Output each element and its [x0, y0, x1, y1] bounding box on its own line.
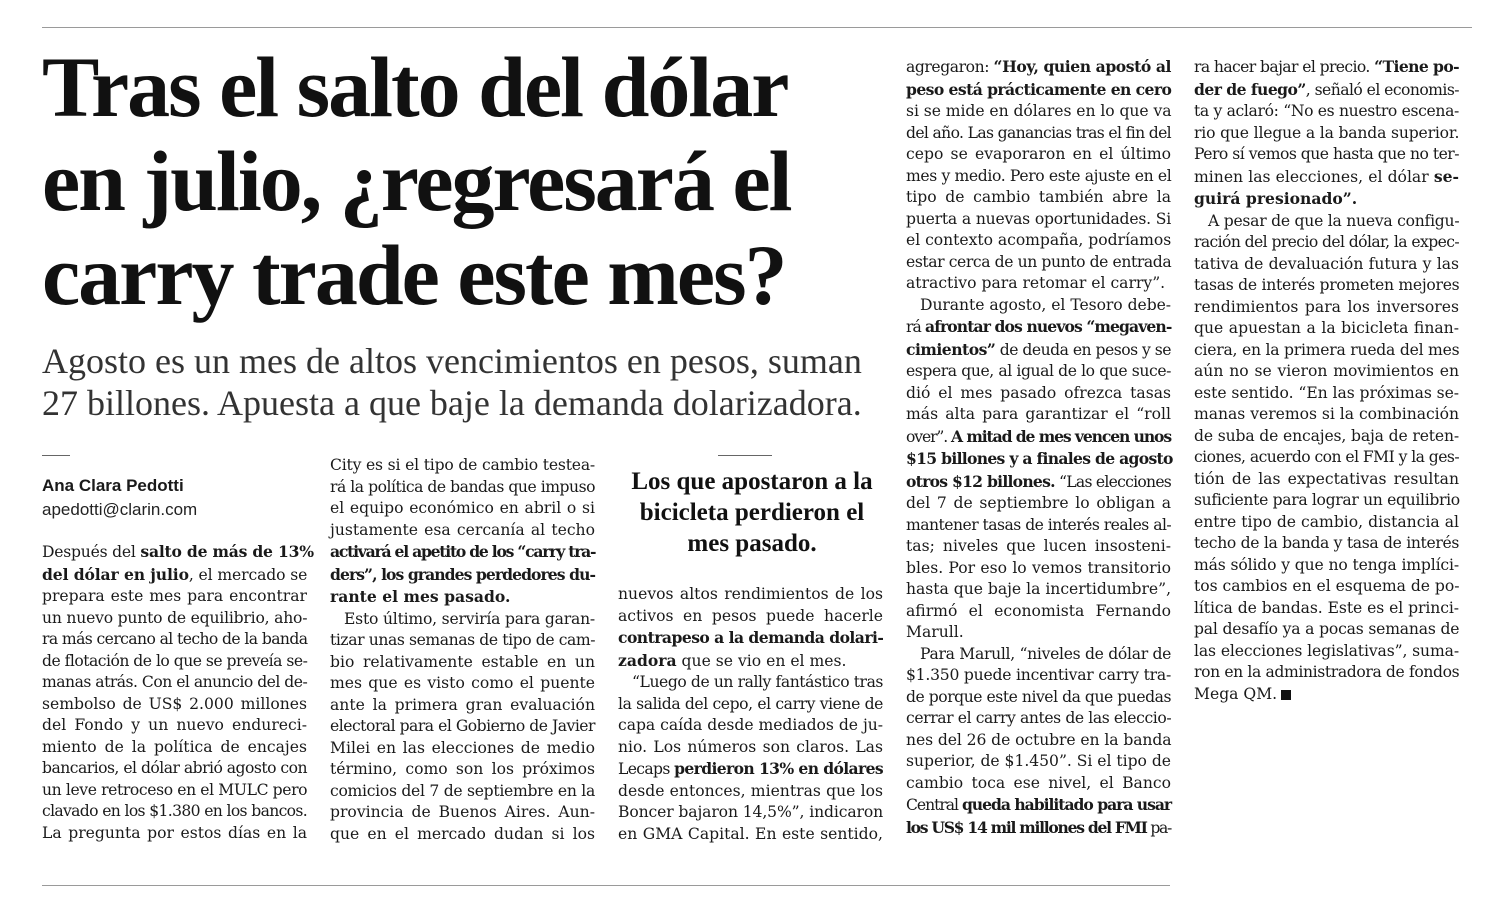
text-line: rá afrontar dos nuevos “megaven-	[906, 317, 1172, 336]
text-line: Marull.	[906, 623, 964, 641]
text-line: si se mide en dólares en lo que va	[906, 102, 1172, 120]
text-line: superior, de $1.450”. Si el tipo de	[906, 752, 1171, 770]
text-line: Lecaps perdieron 13% en dólares	[618, 759, 883, 778]
text-line: otros $12 billones. “Las elecciones	[906, 471, 1172, 491]
text-line: tipo de cambio también abre la	[906, 188, 1171, 206]
text-line: prepara este mes para encontrar	[42, 587, 307, 605]
text-line: el contexto acompaña, podríamos	[906, 231, 1172, 249]
text-line: hasta que baje la incertidumbre”,	[906, 580, 1171, 598]
text-line: cerrar el carry antes de las eleccio-	[906, 709, 1172, 727]
article-column-4	[906, 56, 1171, 839]
text-line: Después del salto de más de 13%	[42, 542, 314, 561]
text-line: ciones, acuerdo con el FMI y la ges-	[1194, 448, 1460, 466]
text-line: estar cerca de un punto de entrada	[906, 252, 1172, 271]
text-line: más alta para garantizar el “roll	[906, 405, 1171, 423]
text-line: La pregunta por estos días en la	[42, 823, 307, 842]
pull-quote-line: mes pasado.	[687, 530, 817, 557]
text-line: comicios del 7 de septiembre en la	[330, 781, 595, 800]
text-line: manas veremos si la combinación	[1194, 405, 1459, 423]
text-line: bles. Por eso lo vemos transitorio	[906, 558, 1171, 577]
text-line: justamente esa cercanía al techo	[330, 520, 595, 539]
text-line: del Fondo y un nuevo endureci-	[42, 716, 307, 734]
byline-rule	[42, 455, 70, 456]
text-line: aún no se vieron movimientos en	[1194, 362, 1459, 380]
text-line: cimientos” de deuda en pesos y se	[906, 339, 1171, 359]
text-line: bancarios, el dólar abrió agosto con	[42, 759, 307, 777]
text-line: del dólar en julio, el mercado se	[42, 564, 308, 584]
text-line: “Luego de un rally fantástico tras	[632, 673, 883, 691]
text-line: der de fuego”, señaló el economis-	[1194, 79, 1459, 99]
byline	[42, 474, 197, 522]
text-line: peso está prácticamente en cero	[906, 79, 1172, 99]
deck-line: Agosto es un mes de altos vencimientos en pesos, suman	[42, 341, 862, 381]
text-line: ante la primera gran evaluación	[330, 695, 595, 714]
text-line: espera que, al igual de lo que suce-	[906, 362, 1171, 380]
text-line: bio relativamente estable en un	[330, 652, 595, 671]
text-line: un leve retroceso en el MULC pero	[42, 780, 308, 799]
text-line: rendimientos para los inversores	[1194, 297, 1459, 316]
text-line: nio. Los números son claros. Las	[618, 737, 883, 756]
text-line: en GMA Capital. En este sentido,	[618, 824, 883, 843]
text-line: techo de la banda y tasa de interés	[1194, 534, 1459, 552]
text-line: del 7 de septiembre lo obligan a	[906, 494, 1171, 512]
text-line: guirá presionado”.	[1194, 189, 1358, 208]
text-line: provincia de Buenos Aires. Aun-	[330, 803, 595, 821]
bottom-rule	[42, 885, 1170, 886]
text-line: clavado en los $1.380 en los bancos.	[42, 802, 307, 820]
text-line: cambio toca ese nivel, el Banco	[906, 773, 1171, 792]
text-line: del año. Las ganancias tras el fin del	[906, 123, 1171, 142]
text-line: de suba de encajes, baja de reten-	[1194, 426, 1459, 445]
text-line: $1.350 puede incentivar carry tra-	[906, 666, 1171, 684]
text-line: afirmó el economista Fernando	[906, 601, 1171, 620]
pull-quote-line: bicicleta perdieron el	[639, 499, 865, 526]
text-line: A pesar de que la nueva configu-	[1208, 211, 1460, 230]
text-line: ciera, en la primera rueda del mes	[1194, 340, 1460, 359]
text-line: término, como son los próximos	[330, 760, 595, 778]
article-column-2	[330, 455, 595, 845]
text-line: mes que es visto como el puente	[330, 674, 595, 692]
text-line: entre tipo de cambio, distancia al	[1194, 512, 1459, 531]
text-line: dió el mes pasado ofrezca tasas	[906, 383, 1171, 402]
text-line: cepo se evaporaron en el último	[906, 145, 1171, 163]
text-line: rio que llegue a la banda superior.	[1194, 123, 1460, 142]
pull-quote	[618, 466, 886, 559]
text-line: ders”, los grandes perdedores du-	[330, 564, 595, 584]
text-line: los US$ 14 mil millones del FMI pa-	[906, 817, 1172, 837]
text-line: Pero sí vemos que hasta que no ter-	[1194, 145, 1459, 163]
text-line: Durante agosto, el Tesoro debe-	[920, 295, 1171, 314]
text-line: Central queda habilitado para usar	[906, 795, 1172, 814]
article-column-1	[42, 541, 314, 844]
text-line: tas; niveles que lucen insosteni-	[906, 537, 1171, 555]
text-line: tasas de interés prometen mejores	[1194, 276, 1460, 294]
text-line: Boncer bajaron 14,5%”, indicaron	[618, 803, 883, 821]
text-line: City es si el tipo de cambio testea-	[330, 456, 595, 474]
text-line: ración del precio del dólar, la expec-	[1194, 233, 1459, 251]
text-line: lítica de bandas. Este es el princi-	[1194, 598, 1459, 617]
text-line: minen las elecciones, el dólar se-	[1194, 166, 1459, 186]
top-rule	[42, 27, 1472, 28]
end-of-article-mark	[1281, 690, 1291, 700]
text-line: más sólido y que no tenga implíci-	[1194, 555, 1459, 574]
text-line: tión de las expectativas resultan	[1194, 469, 1459, 488]
text-line: este sentido. “En las próximas se-	[1194, 383, 1459, 402]
text-line: agregaron: “Hoy, quien apostó al	[906, 57, 1171, 76]
text-line: atractivo para retomar el carry”.	[906, 274, 1166, 292]
text-line: rá la política de bandas que impuso	[330, 477, 595, 496]
text-line: $15 billones y a finales de agosto	[906, 449, 1173, 468]
text-line: activará el apetito de los “carry tra-	[330, 542, 596, 561]
text-line: activos en pesos puede hacerle	[618, 606, 883, 625]
pull-quote-line: Los que apostaron a la	[631, 468, 873, 495]
text-line: capa caída desde mediados de ju-	[618, 716, 883, 734]
headline-line: Tras el salto del dólar	[42, 39, 788, 135]
headline-line: en julio, ¿regresará el	[42, 133, 791, 229]
article-column-5	[1194, 56, 1459, 705]
text-line: sembolso de US$ 2.000 millones	[42, 694, 307, 713]
text-line: puerta a nuevas oportunidades. Si	[906, 209, 1171, 228]
author-email: apedotti@clarin.com	[42, 500, 198, 519]
text-line: desde entonces, mientras que los	[618, 781, 883, 800]
text-line: tizar unas semanas de tipo de cam-	[330, 631, 596, 649]
text-line: ra más cercano al techo de la banda	[42, 630, 308, 648]
text-line: tos cambios en el esquema de po-	[1194, 577, 1460, 595]
text-line: mantener tasas de interés reales al-	[906, 515, 1172, 534]
text-line: el equipo económico en abril o si	[330, 499, 595, 517]
text-line: electoral para el Gobierno de Javier	[330, 717, 595, 735]
text-line: contrapeso a la demanda dolari-	[618, 628, 884, 647]
text-line: Para Marull, “niveles de dólar de	[920, 644, 1172, 663]
text-line: que apuestan a la bicicleta finan-	[1194, 319, 1459, 337]
headline-line: carry trade este mes?	[42, 227, 786, 323]
text-line: suficiente para lograr un equilibrio	[1194, 491, 1460, 509]
text-line: la salida del cepo, el carry viene de	[618, 694, 883, 713]
text-line: Milei en las elecciones de medio	[330, 738, 595, 757]
text-line: las elecciones legislativas”, suma-	[1194, 641, 1459, 660]
text-line: manas atrás. Con el anuncio del de-	[42, 673, 308, 691]
headline	[42, 40, 902, 322]
text-line: mes y medio. Pero este ajuste en el	[906, 166, 1172, 185]
article-column-3	[618, 584, 883, 845]
text-line: nes del 26 de octubre en la banda	[906, 730, 1172, 749]
text-line: over”. A mitad de mes vencen unos	[906, 426, 1171, 446]
text-line: ta y aclaró: “No es nuestro escena-	[1194, 102, 1459, 120]
text-line: ra hacer bajar el precio. “Tiene po-	[1194, 57, 1459, 76]
text-line: ron en la administradora de fondos	[1194, 663, 1460, 681]
text-line: Esto último, serviría para garan-	[344, 609, 595, 628]
text-line: de porque este nivel da que puedas	[906, 687, 1171, 706]
text-line: rante el mes pasado.	[330, 587, 511, 606]
text-line: que en el mercado dudan si los	[330, 824, 595, 843]
deck	[42, 340, 902, 424]
text-line: nuevos altos rendimientos de los	[618, 585, 883, 603]
text-line: Mega QM.	[1194, 684, 1459, 706]
text-line: de flotación de lo que se preveía se-	[42, 651, 308, 670]
pull-quote-rule	[718, 455, 772, 456]
author-name: Ana Clara Pedotti	[42, 476, 184, 495]
text-line: tativa de devaluación futura y las	[1194, 254, 1459, 273]
text-line: zadora que se vio en el mes.	[618, 650, 847, 670]
text-line: pal desafío ya a pocas semanas de	[1194, 620, 1460, 638]
text-line: un nuevo punto de equilibrio, aho-	[42, 608, 308, 627]
text-line: miento de la política de encajes	[42, 737, 307, 756]
deck-line: 27 billones. Apuesta a que baje la demanda dolarizadora.	[42, 383, 862, 423]
